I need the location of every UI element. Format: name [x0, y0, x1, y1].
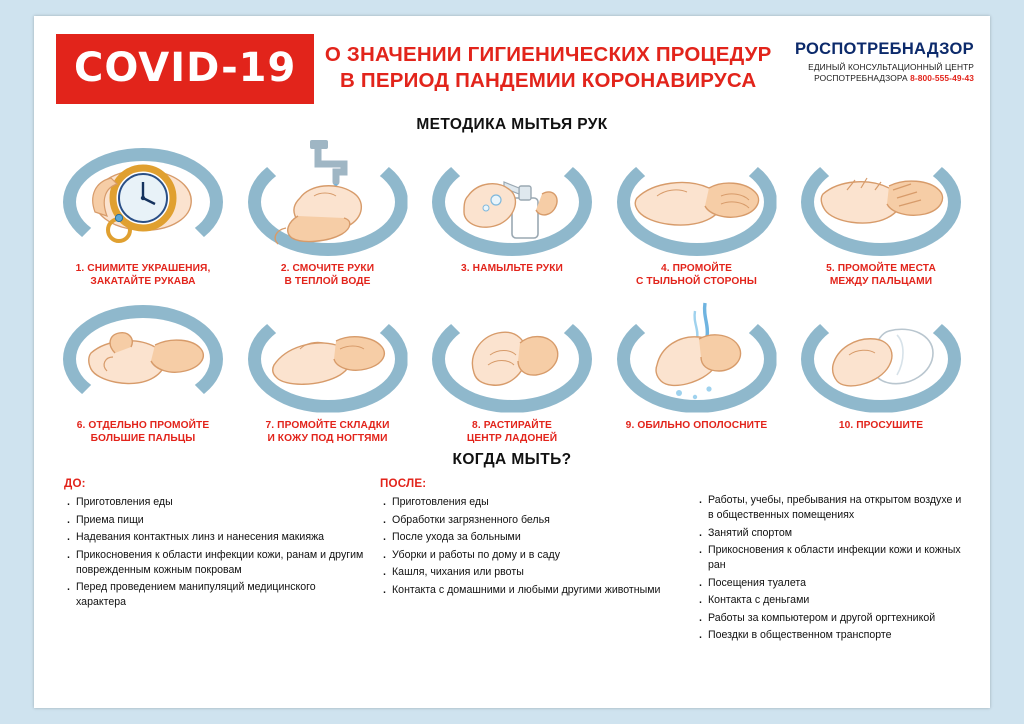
watch-and-ring-icon: [55, 138, 231, 256]
step-6: [52, 295, 234, 446]
palm-center-rub-icon: [424, 295, 600, 413]
organization-name: РОСПОТРЕБНАДЗОР: [794, 40, 974, 58]
organization-block: [778, 34, 974, 85]
step-7-illustration: [240, 295, 416, 413]
hands-under-tap-icon: [240, 138, 416, 256]
list-item: · Работы за компьютером и другой оргтехникой: [696, 611, 964, 626]
step-1-illustration: [55, 138, 231, 256]
step-4-text-line2: С ТЫЛЬНОЙ СТОРОНЫ: [636, 276, 757, 288]
interlaced-fingers-icon: [793, 138, 969, 256]
hotline-label-line2: РОСПОТРЕБНАДЗОРА: [814, 73, 908, 84]
step-3-number: 3.: [461, 263, 470, 274]
when-before-heading: ДО:: [64, 477, 86, 490]
step-5-caption: [790, 262, 972, 289]
step-7-text-line2: И КОЖУ ПОД НОГТЯМИ: [267, 432, 388, 444]
step-3-text-line1: НАМЫЛЬТЕ РУКИ: [472, 263, 563, 274]
list-item: · Прикосновения к области инфекции кожи и кожных ран: [696, 543, 964, 573]
nails-scrub-icon: [240, 295, 416, 413]
hotline-phone: 8-800-555-49-43: [910, 73, 974, 84]
poster: [34, 16, 990, 708]
when-section-title: КОГДА МЫТЬ?: [452, 451, 572, 468]
when-after-column-continued: [696, 477, 964, 646]
step-7-text-line1: ПРОМОЙТЕ СКЛАДКИ: [277, 419, 390, 431]
list-item: · Надевания контактных линз и нанесения макияжа: [64, 530, 364, 545]
step-2: [237, 138, 419, 289]
step-7-number: 7.: [265, 419, 275, 431]
dry-hands-towel-icon: [793, 295, 969, 413]
list-item: · Работы, учебы, пребывания на открытом воздухе и в общественных помещениях: [696, 493, 964, 523]
list-item: · Прикосновения к области инфекции кожи, ранам и другим поврежденным кожным покровам: [64, 548, 364, 578]
list-item: · Перед проведением манипуляций медицинского характера: [64, 580, 364, 610]
step-2-text-line1: СМОЧИТЕ РУКИ: [292, 263, 375, 274]
step-5-text-line1: ПРОМОЙТЕ МЕСТА: [837, 263, 936, 274]
step-6-caption: [52, 419, 234, 446]
page-title-line1: О ЗНАЧЕНИИ ГИГИЕНИЧЕСКИХ ПРОЦЕДУР: [324, 43, 772, 66]
step-5-number: 5.: [826, 263, 835, 274]
step-9-number: 9.: [625, 419, 635, 431]
hotline-label-line1: ЕДИНЫЙ КОНСУЛЬТАЦИОННЫЙ ЦЕНТР: [808, 62, 974, 72]
when-to-wash-section: [34, 477, 990, 646]
list-item: · Занятий спортом: [696, 526, 964, 541]
list-item: · Обработки загрязненного белья: [380, 513, 680, 528]
when-after-list: [380, 495, 680, 598]
step-4-caption: [606, 262, 788, 289]
step-8-text-line1: РАСТИРАЙТЕ: [483, 419, 552, 431]
hands-back-rub-icon: [609, 138, 785, 256]
step-2-number: 2.: [280, 263, 290, 274]
poster-header: [34, 16, 990, 110]
step-10-text-line1: ПРОСУШИТЕ: [856, 419, 924, 431]
step-5: [790, 138, 972, 289]
column-spacer: [696, 477, 964, 479]
step-8-number: 8.: [472, 419, 481, 431]
step-2-text-line2: В ТЕПЛОЙ ВОДЕ: [284, 276, 371, 288]
step-3-caption: [421, 262, 603, 275]
list-item: · После ухода за больными: [380, 530, 680, 545]
step-10-caption: [790, 419, 972, 432]
step-5-text-line2: МЕЖДУ ПАЛЬЦАМИ: [829, 276, 933, 288]
step-8-caption: [421, 419, 603, 446]
step-7: [237, 295, 419, 446]
step-6-number: 6.: [76, 419, 86, 431]
step-10-number: 10.: [838, 419, 854, 431]
step-6-illustration: [55, 295, 231, 413]
when-after-column: [380, 477, 680, 646]
method-section-title: МЕТОДИКА МЫТЬЯ РУК: [416, 116, 608, 133]
step-8: [421, 295, 603, 446]
step-4-illustration: [609, 138, 785, 256]
thumb-wash-icon: [55, 295, 231, 413]
step-4-number: 4.: [660, 263, 670, 274]
step-1-caption: [52, 262, 234, 289]
step-8-text-line2: ЦЕНТР ЛАДОНЕЙ: [466, 432, 558, 444]
page-title: [314, 34, 778, 93]
when-before-column: [64, 477, 364, 646]
when-before-list: [64, 495, 364, 610]
list-item: · Приготовления еды: [64, 495, 364, 510]
step-9-text-line1: ОБИЛЬНО ОПОЛОСНИТЕ: [637, 419, 768, 431]
soap-dispenser-icon: [424, 138, 600, 256]
step-1-text-line1: СНИМИТЕ УКРАШЕНИЯ,: [87, 263, 211, 274]
step-5-illustration: [793, 138, 969, 256]
steps-row-1: [34, 138, 990, 289]
list-item: · Уборки и работы по дому и в саду: [380, 548, 680, 563]
step-4: [606, 138, 788, 289]
list-item: · Посещения туалета: [696, 576, 964, 591]
step-10: [790, 295, 972, 446]
list-item: · Приема пищи: [64, 513, 364, 528]
step-6-text-line1: ОТДЕЛЬНО ПРОМОЙТЕ: [88, 419, 210, 431]
step-3: [421, 138, 603, 289]
step-1-number: 1.: [75, 263, 85, 274]
rinse-hands-icon: [609, 295, 785, 413]
steps-row-2: [34, 295, 990, 446]
step-3-illustration: [424, 138, 600, 256]
step-6-text-line2: БОЛЬШИЕ ПАЛЬЦЫ: [90, 432, 196, 444]
step-7-caption: [237, 419, 419, 446]
step-9-caption: [606, 419, 788, 432]
step-9: [606, 295, 788, 446]
when-after-list-continued: [696, 493, 964, 643]
list-item: · Поездки в общественном транспорте: [696, 628, 964, 643]
list-item: · Кашля, чихания или рвоты: [380, 565, 680, 580]
step-2-illustration: [240, 138, 416, 256]
when-after-heading: ПОСЛЕ:: [380, 477, 427, 490]
list-item: · Контакта с деньгами: [696, 593, 964, 608]
list-item: · Приготовления еды: [380, 495, 680, 510]
step-10-illustration: [793, 295, 969, 413]
step-1: [52, 138, 234, 289]
page-title-line2: В ПЕРИОД ПАНДЕМИИ КОРОНАВИРУСА: [339, 68, 757, 92]
list-item: · Контакта с домашними и любыми другими животными: [380, 583, 680, 598]
step-4-text-line1: ПРОМОЙТЕ: [672, 263, 733, 274]
step-2-caption: [237, 262, 419, 289]
step-8-illustration: [424, 295, 600, 413]
step-9-illustration: [609, 295, 785, 413]
covid-badge: COVID-19: [56, 34, 314, 104]
organization-subtitle: [778, 62, 974, 85]
step-1-text-line2: ЗАКАТАЙТЕ РУКАВА: [90, 276, 196, 288]
